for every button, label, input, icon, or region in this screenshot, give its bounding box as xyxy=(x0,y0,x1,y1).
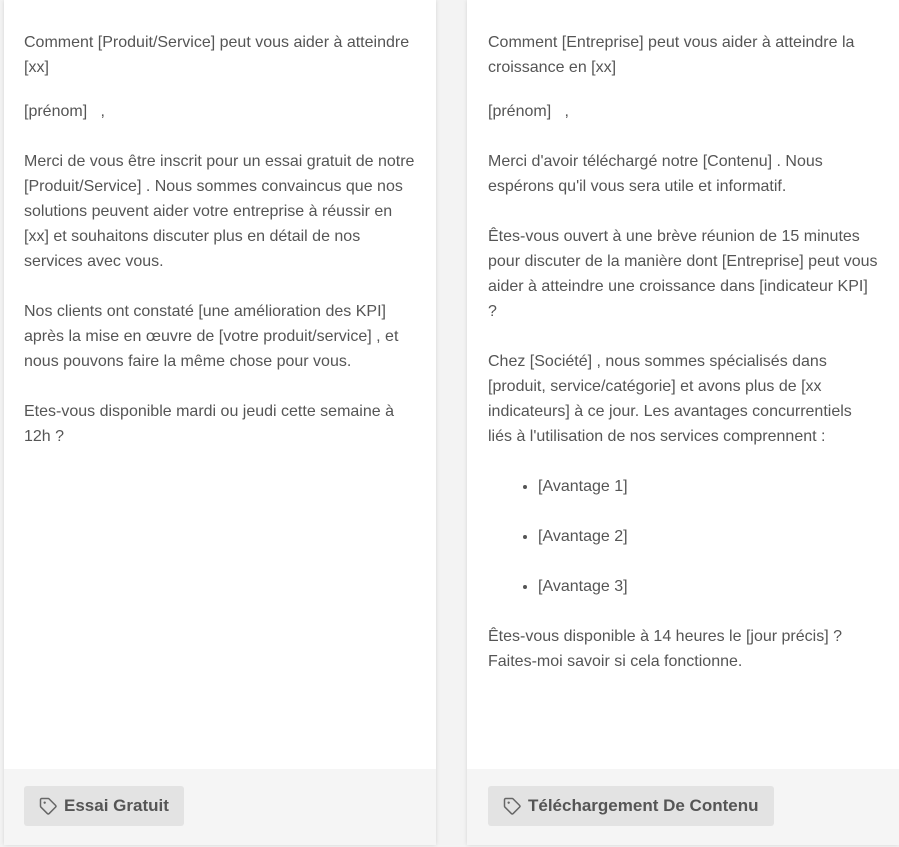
category-tag[interactable] xyxy=(24,786,184,826)
card-footer xyxy=(4,769,436,845)
email-paragraph: Merci de vous être inscrit pour un essai gratuit de notre [Produit/Service] . Nous sommes convaincus que nos solutions peuvent aider votre entreprise à réussir en [xx] et souhaitons discuter plus en détail de nos services avec vous. xyxy=(24,153,415,270)
email-paragraph: Etes-vous disponible mardi ou jeudi cette semaine à 12h ? xyxy=(24,403,394,445)
tag-icon xyxy=(502,796,522,816)
email-paragraph: Chez [Société] , nous sommes spécialisés dans [produit, service/catégorie] et avons plus de [xx indicateurs] à ce jour. Les avantages concurrentiels liés à l'utilisation de nos services comprennent : xyxy=(488,353,852,445)
email-paragraph: Êtes-vous ouvert à une brève réunion de 15 minutes pour discuter de la manière dont [Entreprise] peut vous aider à atteindre une croissance dans [indicateur KPI] ? xyxy=(488,228,878,320)
email-subject: Comment [Entreprise] peut vous aider à atteindre la croissance en [xx] xyxy=(488,34,855,76)
email-greeting: [prénom] , xyxy=(24,103,105,120)
benefits-list xyxy=(488,474,879,599)
email-subject: Comment [Produit/Service] peut vous aider à atteindre [xx] xyxy=(24,34,410,76)
email-template-card-free-trial[interactable] xyxy=(4,0,436,845)
category-tag[interactable] xyxy=(488,786,774,826)
benefit-item: • [Avantage 3] xyxy=(538,574,879,599)
card-footer xyxy=(467,769,899,845)
tag-icon xyxy=(38,796,58,816)
email-template-card-content-download[interactable] xyxy=(467,0,899,845)
email-body xyxy=(24,30,420,474)
category-tag-label: Essai Gratuit xyxy=(64,796,169,815)
email-paragraph: Nos clients ont constaté [une amélioration des KPI] après la mise en œuvre de [votre produit/service] , et nous pouvons faire la même chose pour vous. xyxy=(24,303,399,370)
email-body xyxy=(488,30,879,699)
email-paragraph: Merci d'avoir téléchargé notre [Contenu] . Nous espérons qu'il vous sera utile et informatif. xyxy=(488,153,823,195)
email-greeting: [prénom] , xyxy=(488,103,569,120)
benefit-item: • [Avantage 1] xyxy=(538,474,879,499)
benefit-item: • [Avantage 2] xyxy=(538,524,879,549)
category-tag-label: Téléchargement De Contenu xyxy=(528,796,759,815)
email-closing: Êtes-vous disponible à 14 heures le [jour précis] ? Faites-moi savoir si cela fonctionne. xyxy=(488,628,842,670)
